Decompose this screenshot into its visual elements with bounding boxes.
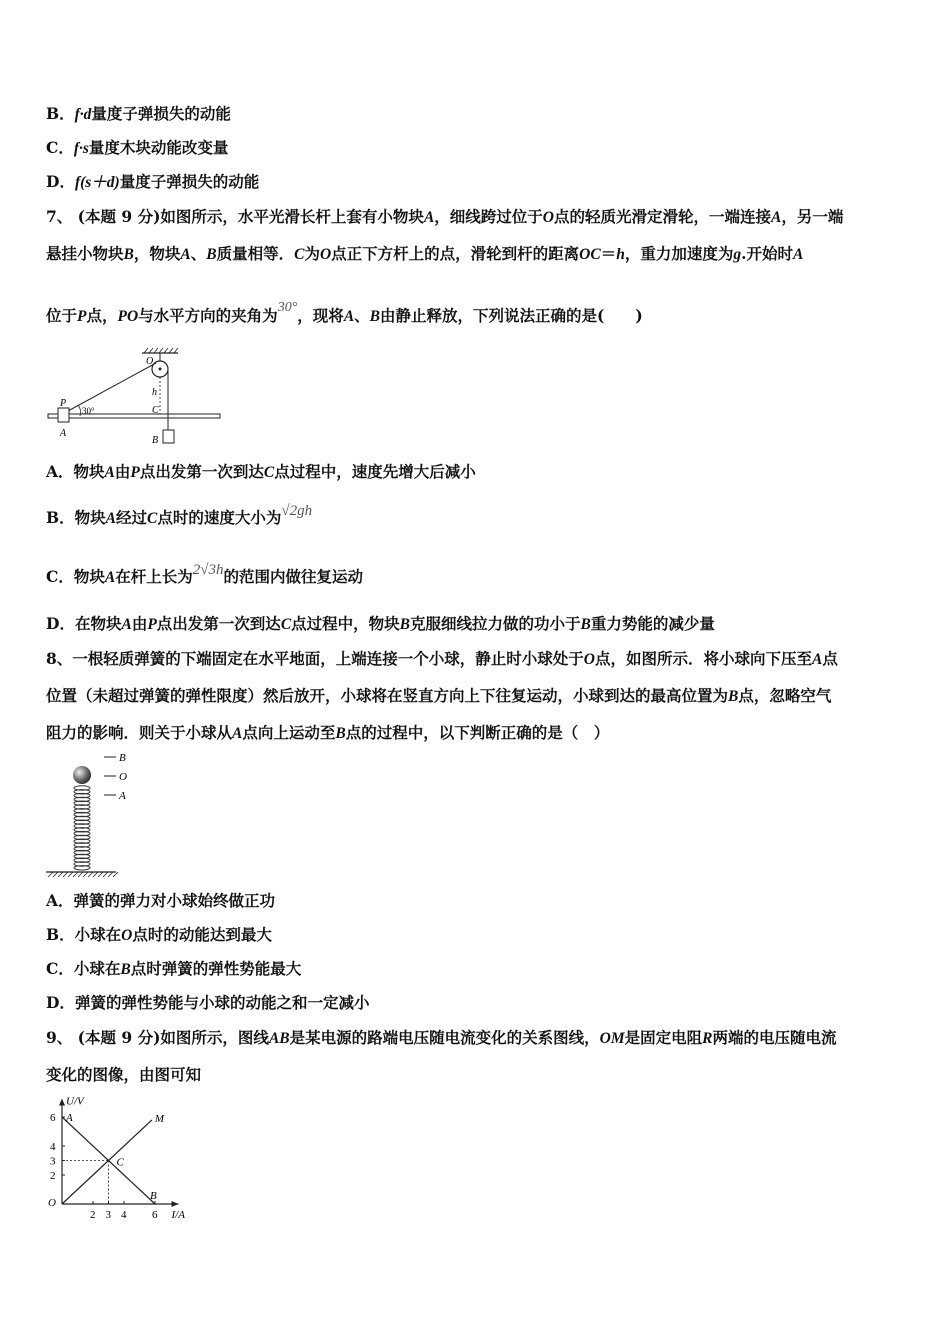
q8-option-b: B．小球在O点时的动能达到最大 (46, 925, 272, 944)
q7-option-b: B．物块A经过C点时的速度大小为√2gh (46, 503, 313, 527)
label-a: A (60, 428, 67, 439)
block-b (163, 430, 174, 443)
q6-option-b: B．f·d量度子弹损失的动能 (46, 104, 231, 123)
point-c-label: C (116, 1156, 124, 1169)
y-tick-label: 3 (50, 1155, 56, 1168)
angle-30-math: 30° (277, 300, 298, 315)
x-tick-label: 6 (152, 1209, 158, 1221)
y-tick-label: 6 (50, 1112, 56, 1124)
sqrt-2gh-math: √2gh (281, 503, 313, 519)
point-m-label: M (154, 1112, 165, 1125)
x-tick-label: 4 (121, 1209, 127, 1221)
point-b-label: B (150, 1190, 157, 1202)
label-b: B (119, 752, 126, 764)
q8-stem-line1: 8、一根轻质弹簧的下端固定在水平地面，上端连接一个小球，静止时小球处于O点，如图所示．将小球向下压至A点 (46, 649, 838, 668)
label-o: O (119, 771, 127, 783)
y-axis-arrow (59, 1099, 65, 1106)
block-a (58, 408, 69, 422)
label-h: h (152, 387, 157, 398)
ball (73, 766, 91, 784)
origin-label: O (48, 1197, 56, 1209)
q8-option-a: A．弹簧的弹力对小球始终做正功 (46, 891, 276, 910)
label-b: B (152, 435, 159, 446)
q7-stem-line2: 悬挂小物块B，物块A、B质量相等．C为O点正下方杆上的点，滑轮到杆的距离OC＝h，重力加速度为g.开始时A (46, 244, 804, 263)
2sqrt3h-math: 2√3h (192, 562, 224, 578)
q7-option-a: A．物块A由P点出发第一次到达C点过程中，速度先增大后减小 (46, 462, 476, 481)
x-tick-label: 2 (90, 1209, 96, 1221)
q7-stem-line3: 位于P点，PO与水平方向的夹角为30°，现将A、B由静止释放，下列说法正确的是( ) (46, 300, 643, 325)
q8-stem-line3: 阻力的影响．则关于小球从A点向上运动至B点的过程中，以下判断正确的是（ ） (46, 723, 610, 742)
q6-option-d: D．f(s＋d)量度子弹损失的动能 (46, 172, 260, 191)
label-c: C (152, 405, 159, 416)
q7-option-d: D．在物块A由P点出发第一次到达C点过程中，物块B克服细线拉力做的功小于B重力势能的减少量 (46, 614, 715, 633)
x-axis-arrow (172, 1201, 179, 1207)
spring (74, 786, 90, 870)
label-a: A (119, 790, 126, 802)
label-p: P (60, 398, 67, 409)
q7-pulley-figure (44, 345, 226, 450)
y-tick-label: 4 (50, 1141, 56, 1153)
q6-option-c: C．f·s量度木块动能改变量 (46, 138, 229, 157)
point-a-label: A (66, 1112, 73, 1124)
x-axis-label: I/A (171, 1209, 185, 1221)
label-angle: 30° (82, 406, 95, 416)
q9-ui-chart (42, 1092, 202, 1222)
q7-option-c: C．物块A在杆上长为2√3h的范围内做往复运动 (46, 562, 363, 586)
q7-stem-line1: 7、 (本题 9 分)如图所示，水平光滑长杆上套有小物块A，细线跨过位于O点的轻质光滑定滑轮，一端连接A，另一端 (46, 207, 844, 226)
q8-option-c: C．小球在B点时弹簧的弹性势能最大 (46, 959, 302, 978)
y-axis-label: U/V (66, 1095, 84, 1108)
q8-option-d: D．弹簧的弹性势能与小球的动能之和一定减小 (46, 993, 370, 1012)
label-o: O (146, 356, 154, 367)
y-tick-label: 2 (50, 1170, 56, 1182)
q8-stem-line2: 位置（未超过弹簧的弹性限度）然后放开，小球将在竖直方向上下往复运动，小球到达的最高位置为B点，忽略空气 (46, 686, 832, 705)
q8-spring-figure (44, 748, 144, 878)
q9-stem-line1: 9、 (本题 9 分)如图所示，图线AB是某电源的路端电压随电流变化的关系图线，OM是固定电阻R两端的电压随电流 (46, 1028, 837, 1047)
q9-stem-line2: 变化的图像，由图可知 (46, 1065, 202, 1084)
series-line-om (62, 1120, 152, 1204)
x-tick-label: 3 (105, 1209, 111, 1221)
